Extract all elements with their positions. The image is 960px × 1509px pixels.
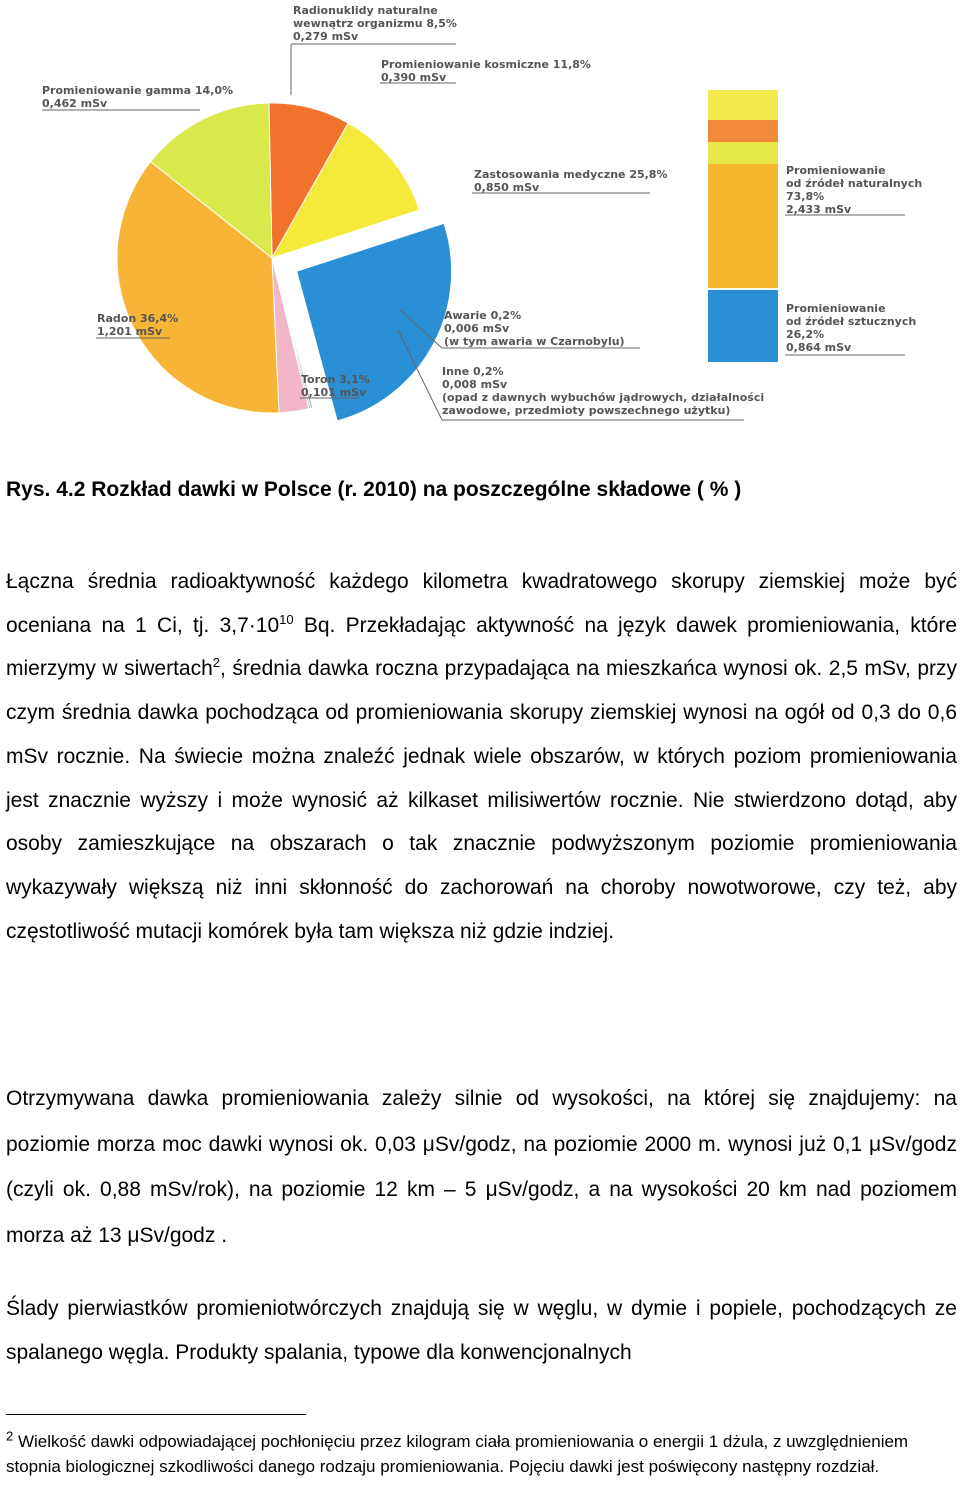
paragraph-2 — [6, 1076, 957, 1258]
bar-artificial — [708, 290, 778, 362]
footnote-text: Wielkość dawki odpowiadającej pochłonięciu przez kilogram ciała promieniowania o energii 1 dżula, z uwzględnieniem stopnia biologicznej szkodliwości danego rodzaju promieniowania. Pojęciu dawki jest poświęcony następny rozdział. — [6, 1432, 909, 1476]
label-other-line-4: zawodowe, przedmioty powszechnego użytku) — [442, 404, 731, 417]
footnote-separator — [6, 1414, 306, 1415]
p1-footnote-ref[interactable]: 2 — [212, 655, 221, 671]
p1-text-a: Łączna średnia radioaktywność każdego kilometra kwadratowego skorupy ziemskiej może być oceniana na 1 Ci, tj. 3,7·10 — [6, 570, 957, 637]
label-thoron-line-2: 0,101 mSv — [301, 386, 367, 399]
label-other-line-1: Inne 0,2% — [442, 365, 504, 378]
footnote-mark: 2 — [6, 1428, 14, 1444]
stacked-bar-chart — [708, 90, 778, 362]
p3-text: Ślady pierwiastków promieniotwórczych znajdują się w węglu, w dymie i popiele, pochodzących ze spalanego węgla. Produkty spalania, typowe dla konwencjonalnych — [6, 1297, 957, 1364]
label-medical-line-2: 0,850 mSv — [474, 181, 540, 194]
label-radon-line-2: 1,201 mSv — [97, 325, 163, 338]
label-gamma-line-2: 0,462 mSv — [42, 97, 108, 110]
p1-text-b: Bq. Przekładając aktywność na język dawek promieniowania, które mierzymy w siwertach — [6, 613, 957, 681]
label-radionuclides-line-3: 0,279 mSv — [293, 30, 359, 43]
label-natural-total-line-4: 2,433 mSv — [786, 203, 852, 216]
label-cosmic-line-1: Promieniowanie kosmiczne 11,8% — [381, 58, 591, 71]
label-other-line-3: (opad z dawnych wybuchów jądrowych, działalności — [442, 391, 765, 404]
label-natural-total-line-2: od źródeł naturalnych — [786, 177, 923, 190]
label-other-line-2: 0,008 mSv — [442, 378, 508, 391]
label-natural-total-line-1: Promieniowanie — [786, 164, 886, 177]
pie-chart — [117, 103, 452, 421]
label-gamma-line-1: Promieniowanie gamma 14,0% — [42, 84, 234, 97]
label-artificial-total-line-2: od źródeł sztucznych — [786, 315, 917, 328]
p2-text: Otrzymywana dawka promieniowania zależy silnie od wysokości, na której się znajdujemy: na poziomie morza moc dawki wynosi ok. 0,03 μSv/godz, na poziomie 2000 m. wynosi już 0,1 μSv/godz (czyli ok. 0,88 mSv/rok), na poziomie 12 km – 5 μSv/godz, a na wysokości 20 km nad poziomem morza aż 13 μSv/godz . — [6, 1087, 957, 1247]
label-artificial-total-line-3: 26,2% — [786, 328, 825, 341]
label-accidents-line-1: Awarie 0,2% — [444, 309, 522, 322]
figure-caption: Rys. 4.2 Rozkład dawki w Polsce (r. 2010) na poszczególne składowe ( % ) — [6, 478, 742, 501]
footnote — [6, 1430, 957, 1479]
label-radionuclides-line-2: wewnątrz organizmu 8,5% — [293, 17, 457, 30]
label-radionuclides-line-1: Radionuklidy naturalne — [293, 4, 438, 17]
p1-text-c: , średnia dawka roczna przypadająca na mieszkańca wynosi ok. 2,5 mSv, przy czym średnia dawka pochodząca od promieniowania skorupy ziemskiej wynosi na ogół od 0,3 do 0,6 mSv rocznie. Na świecie można znaleźć jednak wiele obszarów, w których poziom promieniowania jest znacznie wyższy i może wynosić aż kilkaset milisiwertów rocznie. Nie stwierdzono dotąd, aby osoby zamieszkujące na obszarach o tak znacznie podwyższonym poziomie promieniowania wykazywały większą niż inni skłonność do zachorowań na choroby nowotworowe, czy też, aby częstotliwość mutacji komórek była tam większa niż gdzie indziej. — [6, 657, 957, 943]
label-thoron-line-1: Toron 3,1% — [301, 373, 370, 386]
label-artificial-total-line-1: Promieniowanie — [786, 302, 886, 315]
bar-natural-top-band-3 — [708, 142, 778, 164]
paragraph-1 — [6, 560, 957, 953]
label-natural-total-line-3: 73,8% — [786, 190, 825, 203]
label-artificial-total-line-4: 0,864 mSv — [786, 341, 852, 354]
label-accidents-line-3: (w tym awaria w Czarnobylu) — [444, 335, 625, 348]
label-cosmic-line-2: 0,390 mSv — [381, 71, 447, 84]
bar-natural-top-band-1 — [708, 90, 778, 120]
bar-natural-top-band-2 — [708, 120, 778, 142]
dose-figure — [0, 0, 960, 440]
label-medical-line-1: Zastosowania medyczne 25,8% — [474, 168, 668, 181]
p1-superscript-exponent: 10 — [279, 611, 294, 627]
paragraph-3 — [6, 1287, 957, 1374]
label-radon-line-1: Radon 36,4% — [97, 312, 179, 325]
label-accidents-line-2: 0,006 mSv — [444, 322, 510, 335]
